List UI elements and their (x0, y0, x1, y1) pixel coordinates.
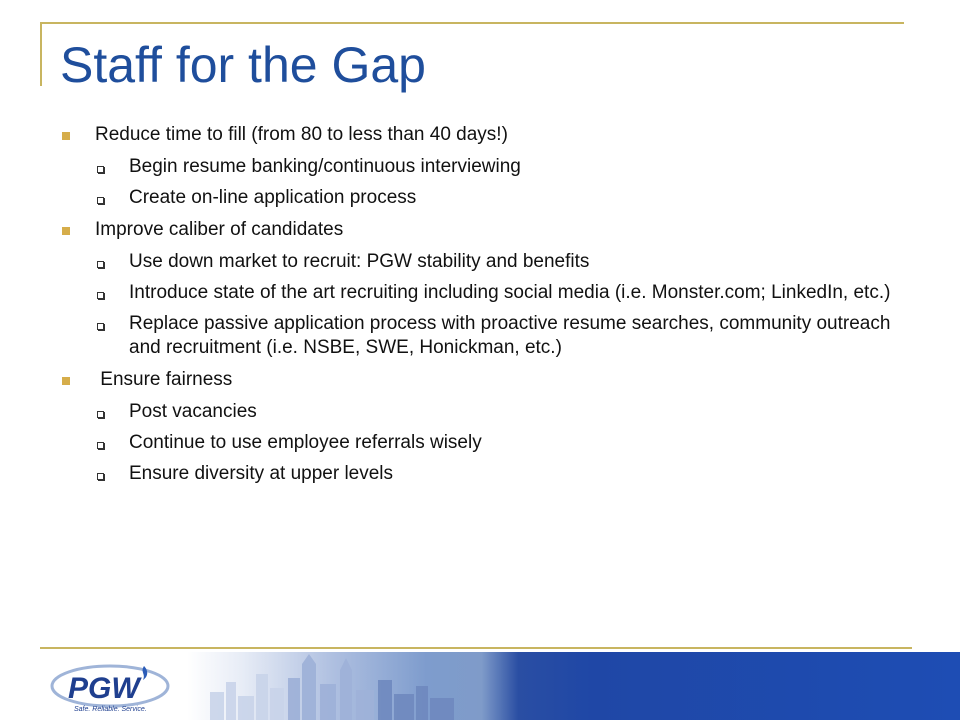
sub-bullet-list (95, 250, 920, 360)
sub-bullet-text: Begin resume banking/continuous interviewing (129, 156, 521, 177)
hollow-square-bullet-icon (97, 292, 104, 299)
sub-bullet-item (95, 462, 920, 486)
sub-bullet-list (95, 400, 920, 486)
hollow-square-bullet-icon (97, 323, 104, 330)
square-bullet-icon (62, 227, 70, 235)
hollow-square-bullet-icon (97, 197, 104, 204)
square-bullet-icon (62, 377, 70, 385)
slide-title: Staff for the Gap (60, 37, 426, 93)
sub-bullet-text: Introduce state of the art recruiting including social media (i.e. Monster.com; LinkedIn, etc.) (129, 282, 891, 303)
hollow-square-bullet-icon (97, 261, 104, 268)
logo-wordmark: PGW (68, 672, 140, 705)
bullet-list (60, 122, 920, 493)
footer-banner (40, 652, 960, 720)
sub-bullet-text: Create on-line application process (129, 187, 417, 208)
sub-bullet-item (95, 281, 920, 305)
city-skyline-icon (200, 652, 500, 720)
sub-bullet-item (95, 312, 920, 360)
bottom-rule (40, 647, 912, 649)
sub-bullet-text: Post vacancies (129, 401, 257, 422)
bullet-item (60, 217, 920, 360)
sub-bullet-text: Use down market to recruit: PGW stability and benefits (129, 251, 590, 272)
sub-bullet-text: Replace passive application process with proactive resume searches, community outreach and recruitment (i.e. NSBE, SWE, Honickman, etc.) (129, 313, 891, 358)
square-bullet-icon (62, 132, 70, 140)
sub-bullet-item (95, 155, 920, 179)
bullet-text: Improve caliber of candidates (95, 219, 344, 240)
hollow-square-bullet-icon (97, 411, 104, 418)
bullet-item (60, 122, 920, 210)
bullet-text: Reduce time to fill (from 80 to less than 40 days!) (95, 124, 508, 145)
hollow-square-bullet-icon (97, 473, 104, 480)
sub-bullet-item (95, 431, 920, 455)
logo-tagline: Safe. Reliable. Service. (74, 706, 147, 713)
bullet-text: Ensure fairness (95, 369, 233, 390)
hollow-square-bullet-icon (97, 442, 104, 449)
pgw-logo (48, 660, 198, 716)
sub-bullet-list (95, 155, 920, 210)
bullet-item (60, 367, 920, 486)
left-rule (40, 22, 42, 86)
hollow-square-bullet-icon (97, 166, 104, 173)
sub-bullet-text: Ensure diversity at upper levels (129, 463, 394, 484)
sub-bullet-item (95, 186, 920, 210)
sub-bullet-item (95, 400, 920, 424)
top-rule (40, 22, 904, 24)
sub-bullet-item (95, 250, 920, 274)
sub-bullet-text: Continue to use employee referrals wisely (129, 432, 482, 453)
